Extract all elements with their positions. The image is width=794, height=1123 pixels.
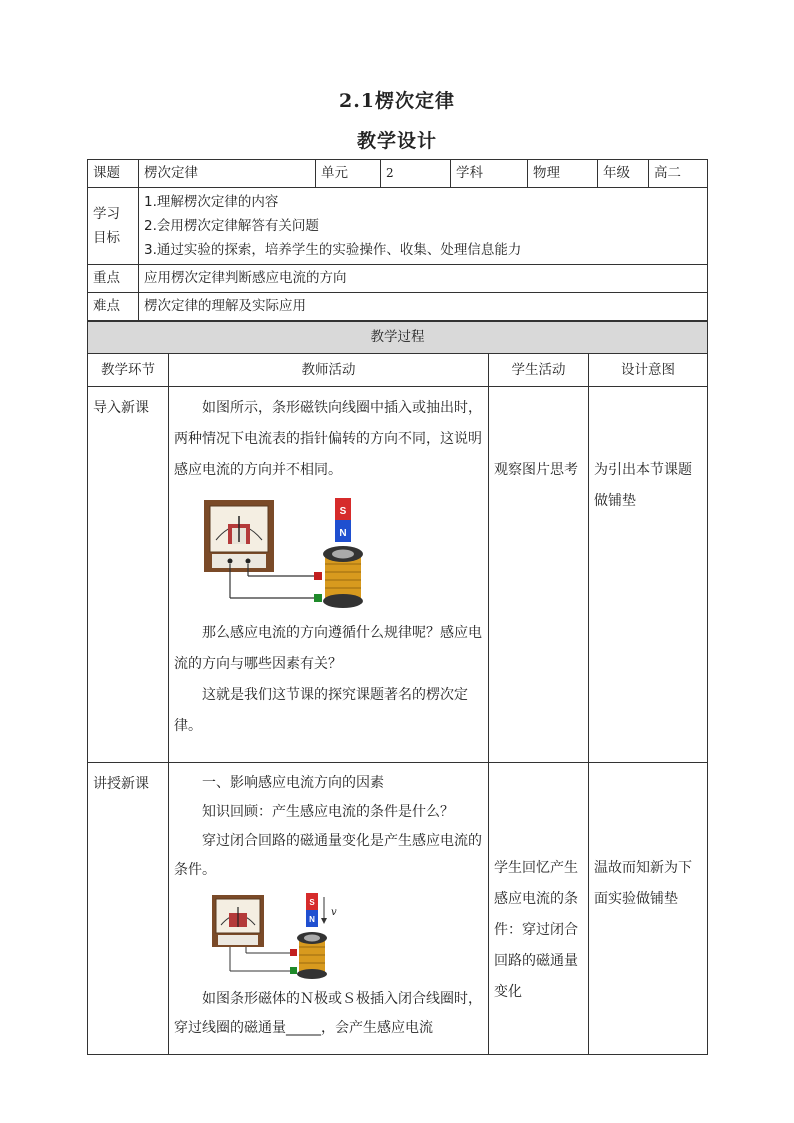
info-row-goals <box>88 188 708 265</box>
teacher-activity-intro <box>169 387 489 763</box>
header-teacher: 教师活动 <box>169 354 489 387</box>
header-stage: 教学环节 <box>88 354 169 387</box>
grade-label: 年级 <box>598 160 649 188</box>
goals-list <box>139 188 708 265</box>
magnet-s-label: S <box>309 898 315 907</box>
info-row-basic <box>88 160 708 188</box>
process-band <box>88 322 708 354</box>
magnet-s-label: S <box>339 506 347 517</box>
intent-intro: 为引出本节课题做铺垫 <box>589 387 708 763</box>
meter-terminal <box>246 559 251 564</box>
goals-label: 学习目标 <box>88 188 139 265</box>
subject-value: 物理 <box>528 160 598 188</box>
teacher-text: 知识回顾：产生感应电流的条件是什么？ <box>202 804 454 820</box>
header-student: 学生活动 <box>489 354 589 387</box>
student-activity-intro: 观察图片思考 <box>489 387 589 763</box>
key-value: 应用楞次定律判断感应电流的方向 <box>139 265 708 293</box>
unit-value: 2 <box>381 160 451 188</box>
process-row-new <box>88 763 708 1055</box>
velocity-label: v <box>331 907 337 918</box>
intent-new: 温故而知新为下面实验做铺垫 <box>589 763 708 1055</box>
goal-item: 1.理解楞次定律的内容 <box>144 194 279 210</box>
difficulty-label: 难点 <box>88 293 139 321</box>
difficulty-value: 楞次定律的理解及实际应用 <box>139 293 708 321</box>
info-row-difficulty <box>88 293 708 321</box>
grade-value: 高二 <box>649 160 708 188</box>
teacher-text: 如图所示，条形磁铁向线圈中插入或抽出时，两种情况下电流表的指针偏转的方向不同，这说明感应电流的方向并不相同。 <box>174 400 482 478</box>
stage-new: 讲授新课 <box>88 763 169 1055</box>
lesson-info-table <box>87 159 708 321</box>
green-terminal <box>314 594 322 602</box>
magnet-insertion-figure <box>210 891 340 981</box>
lesson-value: 楞次定律 <box>139 160 316 188</box>
page-title: 2.1楞次定律 <box>338 90 456 112</box>
info-row-key <box>88 265 708 293</box>
teacher-text: 一、影响感应电流方向的因素 <box>202 775 384 791</box>
magnet-n-label: N <box>309 915 315 924</box>
teacher-text: 这就是我们这节课的探究课题著名的楞次定律。 <box>174 687 468 734</box>
page-subtitle: 教学设计 <box>356 130 437 152</box>
process-row-intro <box>88 387 708 763</box>
meter-terminal <box>228 559 233 564</box>
teaching-process-table <box>87 321 708 1055</box>
red-terminal <box>314 572 322 580</box>
key-label: 重点 <box>88 265 139 293</box>
galvanometer-magnet-coil-figure <box>202 494 382 612</box>
goal-item: 2.会用楞次定律解答有关问题 <box>144 218 319 234</box>
process-header-row <box>88 354 708 387</box>
student-activity-new: 学生回忆产生感应电流的条件：穿过闭合回路的磁通量变化 <box>489 763 589 1055</box>
subject-label: 学科 <box>451 160 528 188</box>
meter-base <box>212 554 266 568</box>
teacher-text: 穿过闭合回路的磁通量变化是产生感应电流的条件。 <box>174 833 482 878</box>
goal-item: 3.通过实验的探索，培养学生的实验操作、收集、处理信息能力 <box>144 242 522 258</box>
header-intent: 设计意图 <box>589 354 708 387</box>
coil-bottom <box>323 594 363 608</box>
teacher-activity-new <box>169 763 489 1055</box>
coil <box>325 556 361 600</box>
process-band-title: 教学过程 <box>88 322 708 354</box>
magnet-n-label: N <box>339 528 347 539</box>
stage-intro: 导入新课 <box>88 387 169 763</box>
lesson-label: 课题 <box>88 160 139 188</box>
teacher-text: 那么感应电流的方向遵循什么规律呢？感应电流的方向与哪些因素有关？ <box>174 625 482 672</box>
teacher-text: 如图条形磁体的Ｎ极或Ｓ极插入闭合线圈时，穿过线圈的磁通量_____，会产生感应电流 <box>174 991 482 1036</box>
unit-label: 单元 <box>316 160 381 188</box>
